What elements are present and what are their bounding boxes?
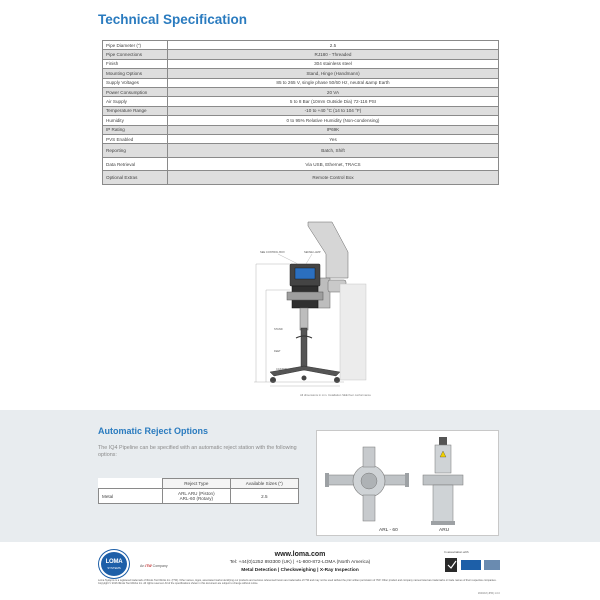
spec-value: Remote Control Box bbox=[168, 171, 499, 185]
castor bbox=[302, 376, 307, 381]
drawing-label: SEE CONTROL BOX bbox=[260, 251, 285, 254]
spec-label: Mounting Options bbox=[103, 69, 168, 78]
reject-band bbox=[0, 410, 600, 542]
drawing-label: STAND bbox=[274, 328, 283, 331]
table-row bbox=[103, 125, 499, 134]
aru-image bbox=[423, 437, 463, 525]
table-row bbox=[103, 87, 499, 96]
reject-title: Automatic Reject Options bbox=[98, 426, 209, 436]
logo-text: LOMA bbox=[105, 559, 123, 565]
spec-label: PVS Enabled bbox=[103, 134, 168, 143]
badge-icon bbox=[461, 560, 481, 570]
spec-value: 2.5 bbox=[168, 41, 499, 50]
arl-60-image bbox=[325, 447, 409, 521]
reject-header-type: Reject Type bbox=[163, 479, 231, 489]
spec-value: 304 stainless steel bbox=[168, 59, 499, 68]
document-code: Z040/18 (JPM) 1.0.0 bbox=[478, 592, 500, 595]
table-row bbox=[103, 78, 499, 87]
table-row bbox=[103, 134, 499, 143]
photo-label-aru: ARU bbox=[439, 528, 450, 533]
reject-header-blank bbox=[99, 479, 163, 489]
table-row bbox=[103, 144, 499, 158]
stand-column bbox=[301, 328, 307, 370]
website-link[interactable]: www.loma.com bbox=[274, 551, 326, 558]
spec-label: IP Rating bbox=[103, 125, 168, 134]
spec-value: Stand, Hinge (Handmann) bbox=[168, 69, 499, 78]
spec-value: Yes bbox=[168, 134, 499, 143]
spec-label: Pipe Diameter (") bbox=[103, 41, 168, 50]
photo-label-arl: ARL - 60 bbox=[379, 528, 398, 533]
drawing-label: FEET bbox=[274, 350, 281, 353]
reject-type-line: ARL ARU (Piston) bbox=[178, 491, 215, 496]
badge-icon bbox=[445, 558, 457, 572]
spec-value: RJ180 - Threaded bbox=[168, 50, 499, 59]
drawing-label: CASTOR bbox=[276, 368, 287, 371]
spec-label: Air Supply bbox=[103, 97, 168, 106]
association-label: In association with bbox=[444, 550, 469, 554]
reject-header-sizes: Available Sizes (") bbox=[230, 479, 298, 489]
table-row bbox=[103, 97, 499, 106]
table-row bbox=[103, 59, 499, 68]
spec-value: Batch, Shift bbox=[168, 144, 499, 158]
logo-subtext: SYSTEMS bbox=[107, 566, 121, 570]
spec-label: Humidity bbox=[103, 116, 168, 125]
phone-numbers: Tel: +44(0)1252 893300 (UK) | +1-800-872-LOMA (North America) bbox=[229, 560, 371, 565]
spec-label: Finish bbox=[103, 59, 168, 68]
reject-row-sizes: 2.5 bbox=[230, 489, 298, 504]
machine-drawing bbox=[240, 220, 400, 395]
table-row bbox=[103, 157, 499, 171]
spec-value: IP69K bbox=[168, 125, 499, 134]
spec-label: Temperature Range bbox=[103, 106, 168, 115]
table-row bbox=[103, 106, 499, 115]
spec-label: Optional Extras bbox=[103, 171, 168, 185]
spec-value: 0 to 95% Relative Humidity (Non-condensing) bbox=[168, 116, 499, 125]
spec-label: Data Retrieval bbox=[103, 157, 168, 171]
drawing-label: SENSE LAMP bbox=[304, 251, 321, 254]
table-row bbox=[103, 171, 499, 185]
spec-label: Power Consumption bbox=[103, 87, 168, 96]
reject-type-line: ARL-60 (Rotary) bbox=[179, 496, 214, 501]
itw-company: An ITW Company bbox=[140, 564, 168, 568]
spec-label: Reporting bbox=[103, 144, 168, 158]
table-row bbox=[103, 116, 499, 125]
tagline: Metal Detection | Checkweighing | X-Ray Inspection bbox=[241, 568, 359, 573]
legal-fine-print: Loma Systems is a registered trademark of Illinois Tool Works Inc. (ITW). Other names, logos, associated marks identifying our products and services referenced herein are trademarks of ITW and may not be used without the prior written permission of ITW. Other product and company names listed are trademarks or trade names of their respective companies. Copyright © 2016 Illinois Tool Works Inc. All rights reserved. All of the specifications shown in this document are subject to change without notice. bbox=[98, 579, 497, 586]
spec-value: -10 to +40 °C (14 to 104 °F) bbox=[168, 106, 499, 115]
page-title: Technical Specification bbox=[98, 12, 248, 27]
drawing-caption: All dimensions in mm. Installation SEE floor conformance bbox=[300, 393, 371, 397]
reject-row-type bbox=[163, 489, 231, 504]
spec-table bbox=[102, 40, 499, 185]
table-row bbox=[103, 50, 499, 59]
reject-photo bbox=[316, 430, 499, 536]
reject-table bbox=[98, 478, 299, 504]
spec-label: Supply Voltages bbox=[103, 78, 168, 87]
spec-value: 5 to 8 Bar (10mm Outside Dia) 72-116 PSI bbox=[168, 97, 499, 106]
control-screen bbox=[295, 268, 315, 279]
table-row bbox=[103, 41, 499, 50]
table-row bbox=[99, 489, 299, 504]
spec-value: 20 VA bbox=[168, 87, 499, 96]
spec-value: 85 to 265 V, single phase 50/60 Hz, neutral &amp Earth bbox=[168, 78, 499, 87]
spec-value: Via USB, Ethernet, TRACS bbox=[168, 157, 499, 171]
itw-brand: ITW bbox=[145, 564, 152, 568]
reject-description: The IQ4 Pipeline can be specified with an automatic reject station with the following options: bbox=[98, 445, 297, 459]
spec-label: Pipe Connections bbox=[103, 50, 168, 59]
reject-row-name: Metal bbox=[99, 489, 163, 504]
certification-badges bbox=[444, 556, 502, 574]
table-row bbox=[103, 69, 499, 78]
badge-icon bbox=[484, 560, 500, 570]
